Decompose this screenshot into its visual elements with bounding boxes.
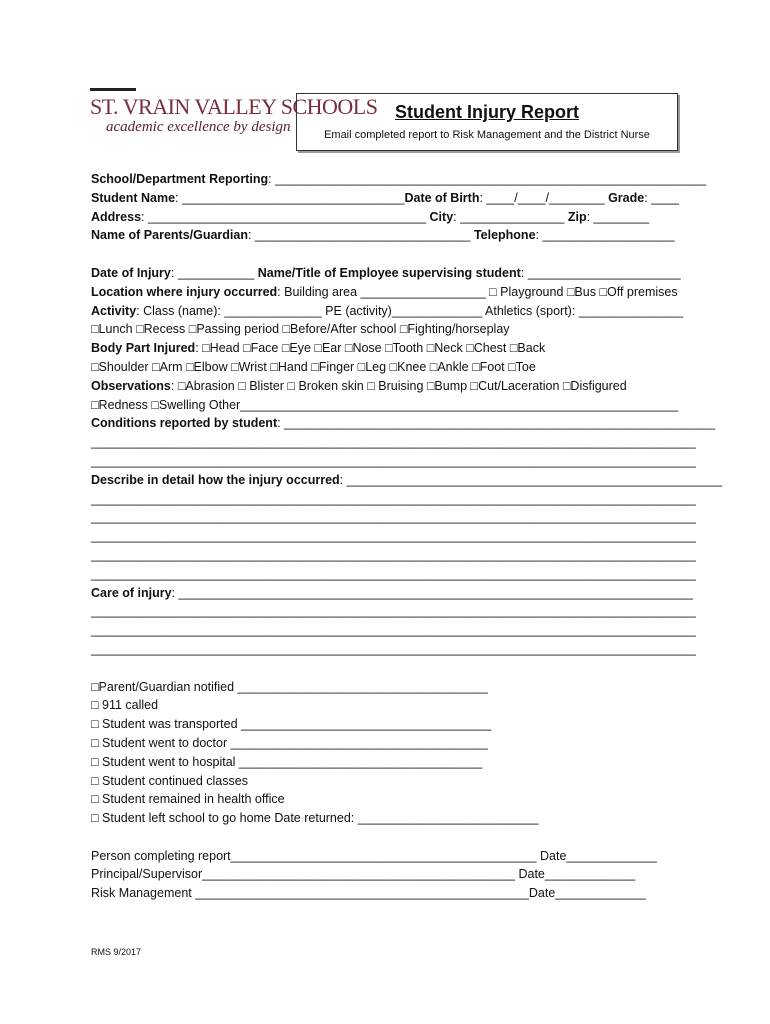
field-label: Name/Title of Employee supervising student bbox=[257, 265, 521, 280]
field-label: Body Part Injured bbox=[91, 341, 196, 356]
field-text: : ________ bbox=[586, 209, 650, 224]
form-line bbox=[91, 226, 681, 245]
actions-section bbox=[91, 678, 681, 828]
field-text: : ________________________________ bbox=[175, 190, 405, 205]
form-line bbox=[91, 283, 681, 302]
page-subtitle: Email completed report to Risk Management and the District Nurse bbox=[324, 129, 650, 141]
field-text: _______________________________________________________________________________________ bbox=[91, 529, 696, 544]
form-line bbox=[91, 377, 681, 396]
field-text: : ______________________________________________________________ bbox=[277, 416, 716, 431]
form-line bbox=[91, 584, 693, 603]
district-logo bbox=[90, 88, 378, 148]
field-text: : ______________________ bbox=[520, 265, 681, 280]
field-text: □Lunch □Recess □Passing period □Before/After school □Fighting/horseplay bbox=[91, 322, 510, 337]
field-text: □ Student was transported ____________________________________ bbox=[91, 717, 492, 732]
signatures-section bbox=[91, 847, 681, 903]
form-line bbox=[91, 320, 681, 339]
field-text: Principal/Supervisor_____________________________________________ Date_____________ bbox=[91, 867, 636, 882]
field-text: □ Student went to doctor _____________________________________ bbox=[91, 735, 488, 750]
field-label: Conditions reported by student bbox=[91, 416, 278, 431]
field-text: _______________________________________________________________________________________ bbox=[91, 566, 696, 581]
form-line bbox=[91, 433, 696, 452]
form-line bbox=[91, 790, 681, 809]
form-line bbox=[91, 471, 723, 490]
field-text: □Shoulder □Arm □Elbow □Wrist □Hand □Finger □Leg □Knee □Ankle □Foot □Toe bbox=[91, 359, 536, 374]
student-info-section bbox=[91, 170, 707, 245]
field-text: □ 911 called bbox=[91, 698, 159, 713]
field-text: : Class (name): ______________ PE (activity)_____________ Athletics (sport): _______________ bbox=[136, 303, 684, 318]
field-text: _______________________________________________________________________________________ bbox=[91, 641, 696, 656]
form-line bbox=[91, 264, 681, 283]
field-text: _______________________________________________________________________________________ bbox=[91, 604, 696, 619]
page-title: Student Injury Report bbox=[395, 102, 579, 122]
field-label: Activity bbox=[91, 303, 137, 318]
field-text: : ____ bbox=[644, 190, 679, 205]
field-label: Observations bbox=[91, 378, 171, 393]
field-label: City bbox=[429, 209, 454, 224]
field-label: Student Name bbox=[91, 190, 176, 205]
form-line bbox=[91, 208, 681, 227]
field-text: □ Student went to hospital ___________________________________ bbox=[91, 754, 483, 769]
form-line bbox=[91, 170, 707, 189]
field-text: □ Student left school to go home Date returned: __________________________ bbox=[91, 811, 539, 826]
logo-tagline: academic excellence by design bbox=[106, 119, 291, 135]
title-box bbox=[296, 93, 678, 151]
field-text: Risk Management ________________________________________________Date_____________ bbox=[91, 886, 646, 901]
field-text: : ___________ bbox=[170, 265, 258, 280]
form-line bbox=[91, 339, 681, 358]
field-text: : □Head □Face □Eye □Ear □Nose □Tooth □Neck □Chest □Back bbox=[195, 341, 546, 356]
spacer bbox=[91, 659, 681, 678]
spacer bbox=[91, 828, 681, 847]
field-text: _______________________________________________________________________________________ bbox=[91, 547, 696, 562]
form-line bbox=[91, 847, 681, 866]
form-line bbox=[91, 621, 696, 640]
form-line bbox=[91, 565, 696, 584]
field-label: Care of injury bbox=[91, 585, 172, 600]
form-line bbox=[91, 508, 696, 527]
form-line bbox=[91, 452, 696, 471]
field-text: : _______________ bbox=[453, 209, 568, 224]
field-label: Describe in detail how the injury occurred bbox=[91, 472, 340, 487]
field-text: □ Student continued classes bbox=[91, 773, 248, 788]
field-text: _______________________________________________________________________________________ bbox=[91, 435, 696, 450]
field-text: Person completing report____________________________________________ Date_____________ bbox=[91, 848, 657, 863]
field-text: □Redness □Swelling Other_______________________________________________________________ bbox=[91, 397, 679, 412]
field-text: : ____/____/________ bbox=[479, 190, 609, 205]
logo-name: ST. VRAIN VALLEY SCHOOLS bbox=[90, 94, 378, 119]
form-line bbox=[91, 189, 681, 208]
form-line bbox=[91, 772, 681, 791]
field-label: Location where injury occurred bbox=[91, 284, 278, 299]
form-line bbox=[91, 414, 716, 433]
field-text: _______________________________________________________________________________________ bbox=[91, 491, 696, 506]
field-label: Date of Injury bbox=[91, 265, 171, 280]
field-text: □ Student remained in health office bbox=[91, 792, 285, 807]
form-line bbox=[91, 678, 681, 697]
field-text: _______________________________________________________________________________________ bbox=[91, 510, 696, 525]
field-label: Telephone bbox=[473, 228, 536, 243]
form-line bbox=[91, 490, 696, 509]
report-form bbox=[91, 170, 723, 903]
field-label: Grade bbox=[608, 190, 645, 205]
field-text: : __________________________________________________________________________ bbox=[171, 585, 693, 600]
form-line bbox=[91, 602, 696, 621]
form-line bbox=[91, 358, 681, 377]
form-line bbox=[91, 715, 681, 734]
field-text: : ______________________________________________________________ bbox=[268, 172, 707, 186]
form-line bbox=[91, 696, 681, 715]
field-label: Address bbox=[91, 209, 142, 224]
field-text: : ______________________________________________________ bbox=[339, 472, 723, 487]
form-line bbox=[91, 396, 681, 415]
field-text: □Parent/Guardian notified ____________________________________ bbox=[91, 679, 488, 694]
field-label: Zip bbox=[567, 209, 587, 224]
form-line bbox=[91, 527, 696, 546]
field-text: _______________________________________________________________________________________ bbox=[91, 453, 696, 468]
field-text: : □Abrasion □ Blister □ Broken skin □ Bruising □Bump □Cut/Laceration □Disfigured bbox=[170, 378, 627, 393]
form-line bbox=[91, 546, 696, 565]
field-label: Name of Parents/Guardian bbox=[91, 228, 248, 243]
field-text: _______________________________________________________________________________________ bbox=[91, 623, 696, 638]
form-line bbox=[91, 884, 681, 903]
form-line bbox=[91, 809, 681, 828]
form-line bbox=[91, 734, 681, 753]
injury-details-section bbox=[91, 264, 723, 659]
field-label: Date of Birth bbox=[404, 190, 480, 205]
field-text: : ________________________________________ bbox=[141, 209, 430, 224]
spacer bbox=[91, 245, 681, 264]
logo-bar bbox=[90, 88, 136, 91]
field-text: : _______________________________ bbox=[248, 228, 474, 243]
field-text: : Building area __________________ □ Playground □Bus □Off premises bbox=[277, 284, 678, 299]
form-line bbox=[91, 640, 696, 659]
form-line bbox=[91, 302, 684, 321]
form-revision: RMS 9/2017 bbox=[91, 947, 142, 957]
form-line bbox=[91, 865, 681, 884]
field-label: School/Department Reporting bbox=[91, 172, 269, 186]
field-text: : ___________________ bbox=[535, 228, 675, 243]
form-line bbox=[91, 753, 681, 772]
